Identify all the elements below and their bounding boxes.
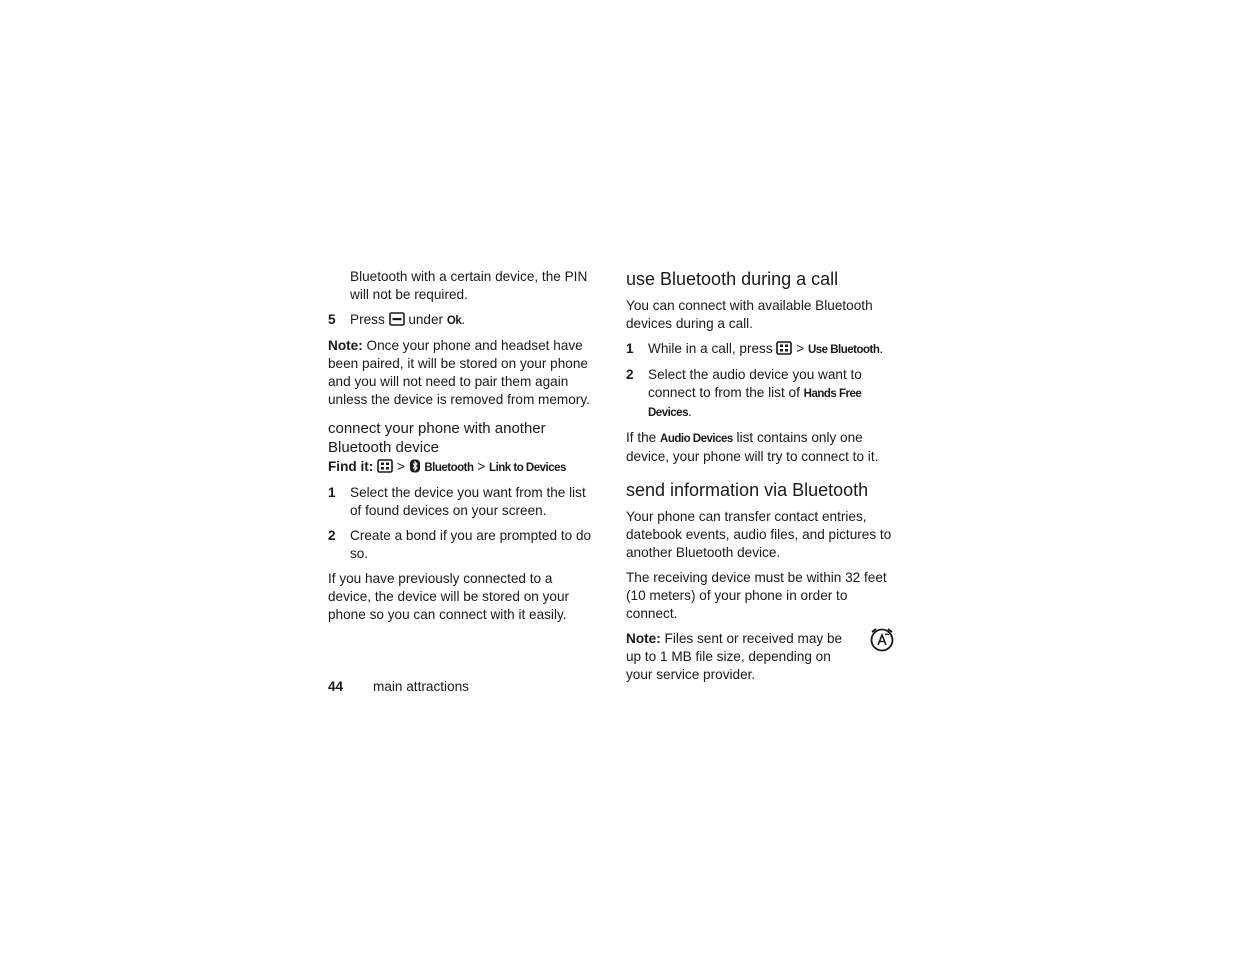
section-heading: use Bluetooth during a call bbox=[626, 269, 839, 289]
closing-paragraph: If you have previously connected to a device, the device will be stored on your phone so you can connect with it easily. bbox=[328, 571, 570, 622]
note-label: Note: bbox=[626, 631, 661, 646]
menu-key-icon bbox=[377, 459, 393, 473]
note-paragraph: Note: Files sent or received may be up to 1 MB file size, depending on your service provider. bbox=[626, 630, 898, 684]
step-1: 1 While in a call, press > Use Bluetooth. bbox=[626, 341, 884, 356]
menu-command: Link to Devices bbox=[489, 462, 566, 474]
menu-command: Ok bbox=[446, 315, 462, 327]
network-dependent-icon bbox=[869, 626, 895, 657]
body-paragraph: The receiving device must be within 32 feet (10 meters) of your phone in order to connect. bbox=[626, 570, 887, 621]
page-footer bbox=[328, 679, 469, 694]
note-paragraph: Note: Once your phone and headset have been paired, it will be stored on your phone and you will not need to pair them again unless the device is removed from memory. bbox=[328, 338, 590, 407]
step-number: 1 bbox=[626, 341, 634, 356]
left-column bbox=[328, 268, 598, 624]
menu-command: Audio Devices bbox=[660, 433, 733, 445]
menu-command: Bluetooth bbox=[424, 462, 474, 474]
menu-command: Hands Free Devices bbox=[648, 388, 862, 419]
note-label: Note: bbox=[328, 338, 363, 353]
bluetooth-icon bbox=[409, 459, 421, 473]
step-number: 2 bbox=[328, 528, 336, 543]
menu-command: Use Bluetooth bbox=[807, 344, 880, 356]
softkey-icon bbox=[389, 312, 405, 326]
continued-text: Bluetooth with a certain device, the PIN will not be required. bbox=[350, 269, 588, 302]
step-5: 5 Press under Ok. bbox=[328, 312, 465, 327]
section-heading: send information via Bluetooth bbox=[626, 480, 869, 500]
intro-paragraph: You can connect with available Bluetooth devices during a call. bbox=[626, 298, 873, 331]
menu-key-icon bbox=[776, 341, 792, 355]
find-it-path: Find it: > Bluetooth > Link to Devices bbox=[328, 459, 566, 474]
find-it-label: Find it: bbox=[328, 459, 374, 474]
step-1: 1 Select the device you want from the list of found devices on your screen. bbox=[328, 485, 586, 518]
step-number: 5 bbox=[328, 312, 336, 327]
right-column bbox=[626, 268, 898, 684]
step-2: 2 Create a bond if you are prompted to do so. bbox=[328, 528, 592, 561]
section-heading: connect your phone with another Bluetooth device bbox=[328, 420, 546, 456]
step-2: 2 Select the audio device you want to connect to from the list of Hands Free Devices. bbox=[626, 367, 862, 419]
audio-devices-paragraph: If the Audio Devices list contains only one device, your phone will try to connect to it. bbox=[626, 430, 879, 464]
section-name: main attractions bbox=[373, 679, 469, 694]
step-number: 1 bbox=[328, 485, 336, 500]
body-paragraph: Your phone can transfer contact entries, datebook events, audio files, and pictures to another Bluetooth device. bbox=[626, 509, 892, 560]
step-number: 2 bbox=[626, 367, 634, 382]
page-number: 44 bbox=[328, 679, 344, 694]
